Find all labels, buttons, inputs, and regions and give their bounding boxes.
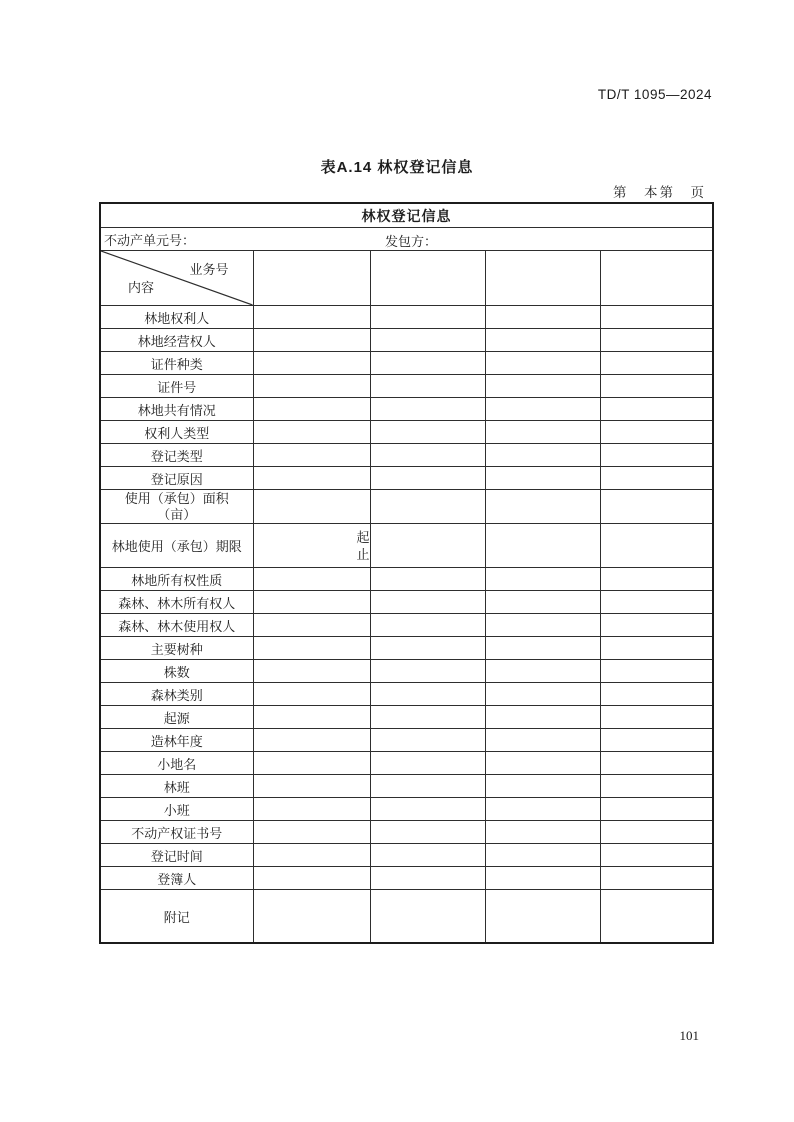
data-cell	[370, 375, 485, 398]
diagonal-header-cell	[100, 251, 253, 306]
data-cell	[600, 398, 713, 421]
data-cell	[253, 890, 370, 944]
data-cell	[253, 568, 370, 591]
row-label: 林地使用（承包）期限	[100, 524, 253, 568]
row-label: 登簿人	[100, 867, 253, 890]
forest-rights-registration-table	[99, 202, 714, 944]
data-cell	[600, 352, 713, 375]
row-label-line: 使用（承包）面积	[124, 490, 229, 506]
data-cell	[253, 352, 370, 375]
table-row	[100, 775, 713, 798]
data-cell	[600, 844, 713, 867]
data-cell	[600, 306, 713, 329]
data-cell	[485, 421, 600, 444]
row-label: 起源	[100, 706, 253, 729]
data-cell	[253, 729, 370, 752]
row-label: 登记类型	[100, 444, 253, 467]
data-cell	[253, 867, 370, 890]
data-cell	[253, 798, 370, 821]
table-row	[100, 637, 713, 660]
table-row	[100, 706, 713, 729]
row-label	[100, 490, 253, 524]
data-cell	[485, 775, 600, 798]
table-row	[100, 398, 713, 421]
column-header-cell	[600, 251, 713, 306]
data-cell	[600, 421, 713, 444]
column-header-cell	[370, 251, 485, 306]
row-label: 附记	[100, 890, 253, 944]
table-row	[100, 729, 713, 752]
data-cell	[600, 729, 713, 752]
data-cell	[485, 752, 600, 775]
data-cell	[485, 660, 600, 683]
table-row	[100, 421, 713, 444]
data-cell	[370, 352, 485, 375]
table-row	[100, 798, 713, 821]
row-label: 森林、林木所有权人	[100, 591, 253, 614]
data-cell	[253, 775, 370, 798]
data-cell	[600, 798, 713, 821]
row-label: 株数	[100, 660, 253, 683]
data-cell	[485, 890, 600, 944]
period-start-label: 起	[356, 529, 370, 545]
data-cell	[253, 591, 370, 614]
table-row	[100, 614, 713, 637]
data-cell	[253, 398, 370, 421]
row-label: 登记原因	[100, 467, 253, 490]
table-title: 林权登记信息	[100, 203, 713, 228]
data-cell	[485, 467, 600, 490]
data-cell	[485, 490, 600, 524]
data-cell	[253, 752, 370, 775]
data-cell	[485, 844, 600, 867]
table-row	[100, 867, 713, 890]
data-cell	[600, 329, 713, 352]
table-row	[100, 490, 713, 524]
data-cell	[370, 637, 485, 660]
data-cell	[485, 329, 600, 352]
row-label: 林地经营权人	[100, 329, 253, 352]
table-row	[100, 467, 713, 490]
data-cell	[370, 660, 485, 683]
data-cell	[485, 706, 600, 729]
data-cell	[253, 683, 370, 706]
data-cell	[600, 614, 713, 637]
data-cell	[600, 821, 713, 844]
data-cell	[370, 867, 485, 890]
data-cell	[370, 775, 485, 798]
data-cell	[485, 591, 600, 614]
content-header: 内容	[128, 280, 155, 295]
data-cell	[485, 683, 600, 706]
table-row	[100, 524, 713, 568]
data-cell	[370, 306, 485, 329]
data-cell	[370, 329, 485, 352]
data-cell	[600, 375, 713, 398]
data-cell	[485, 867, 600, 890]
data-cell	[485, 821, 600, 844]
table-row	[100, 844, 713, 867]
diagonal-line	[101, 251, 253, 305]
data-cell	[253, 637, 370, 660]
data-cell	[485, 637, 600, 660]
column-header-cell	[485, 251, 600, 306]
data-cell	[253, 467, 370, 490]
row-label: 权利人类型	[100, 421, 253, 444]
data-cell	[370, 706, 485, 729]
page-counter: 第 本第 页	[613, 185, 706, 200]
data-cell	[370, 398, 485, 421]
table-row	[100, 306, 713, 329]
data-cell	[253, 821, 370, 844]
table-row	[100, 821, 713, 844]
period-end-label: 止	[356, 546, 370, 562]
data-cell	[370, 524, 485, 568]
table-row	[100, 591, 713, 614]
data-cell	[485, 614, 600, 637]
data-cell	[600, 683, 713, 706]
column-header-cell	[253, 251, 370, 306]
data-cell	[253, 421, 370, 444]
data-cell	[485, 306, 600, 329]
data-cell	[253, 706, 370, 729]
row-label: 主要树种	[100, 637, 253, 660]
row-label: 林班	[100, 775, 253, 798]
business-number-header: 业务号	[189, 262, 229, 277]
real-estate-unit-number-label: 不动产单元号：	[104, 232, 196, 248]
table-title-row	[100, 203, 713, 228]
contract-issuer-label: 发包方：	[385, 234, 438, 249]
data-cell	[370, 844, 485, 867]
data-cell	[370, 591, 485, 614]
data-cell	[370, 490, 485, 524]
data-cell	[600, 660, 713, 683]
data-cell	[370, 467, 485, 490]
data-cell	[370, 821, 485, 844]
data-cell	[485, 524, 600, 568]
data-cell	[600, 775, 713, 798]
row-label: 登记时间	[100, 844, 253, 867]
period-start-end-cell	[253, 524, 370, 568]
row-label: 不动产权证书号	[100, 821, 253, 844]
data-cell	[485, 568, 600, 591]
data-cell	[370, 568, 485, 591]
table-row	[100, 375, 713, 398]
data-cell	[370, 890, 485, 944]
data-cell	[370, 683, 485, 706]
data-cell	[485, 444, 600, 467]
row-label: 森林、林木使用权人	[100, 614, 253, 637]
table-row	[100, 890, 713, 944]
data-cell	[600, 706, 713, 729]
data-cell	[485, 352, 600, 375]
data-cell	[600, 637, 713, 660]
table-row	[100, 683, 713, 706]
data-cell	[253, 306, 370, 329]
row-label-line: （亩）	[157, 506, 197, 522]
row-label: 小班	[100, 798, 253, 821]
row-label: 森林类别	[100, 683, 253, 706]
row-label: 林地共有情况	[100, 398, 253, 421]
row-label: 证件种类	[100, 352, 253, 375]
standard-code: TD/T 1095—2024	[597, 87, 712, 102]
data-cell	[370, 614, 485, 637]
data-cell	[253, 614, 370, 637]
data-cell	[370, 444, 485, 467]
data-cell	[253, 375, 370, 398]
data-cell	[253, 490, 370, 524]
row-label: 林地所有权性质	[100, 568, 253, 591]
unit-number-row	[100, 228, 713, 251]
data-cell	[485, 375, 600, 398]
data-cell	[600, 524, 713, 568]
table-row	[100, 329, 713, 352]
data-cell	[600, 568, 713, 591]
row-label: 小地名	[100, 752, 253, 775]
data-cell	[370, 421, 485, 444]
row-label: 造林年度	[100, 729, 253, 752]
table-row	[100, 752, 713, 775]
data-cell	[485, 798, 600, 821]
data-cell	[253, 660, 370, 683]
row-label: 证件号	[100, 375, 253, 398]
data-cell	[370, 729, 485, 752]
data-cell	[600, 444, 713, 467]
data-cell	[600, 591, 713, 614]
data-cell	[600, 490, 713, 524]
unit-number-cell	[100, 228, 713, 251]
header-row	[100, 251, 713, 306]
table-row	[100, 352, 713, 375]
row-label: 林地权利人	[100, 306, 253, 329]
page-number: 101	[679, 1028, 699, 1043]
data-cell	[253, 329, 370, 352]
table-row	[100, 568, 713, 591]
table-caption: 表A.14 林权登记信息	[320, 159, 474, 176]
data-cell	[370, 798, 485, 821]
data-cell	[600, 867, 713, 890]
data-cell	[600, 890, 713, 944]
data-cell	[600, 467, 713, 490]
data-cell	[485, 729, 600, 752]
table-row	[100, 660, 713, 683]
data-cell	[485, 398, 600, 421]
data-cell	[253, 844, 370, 867]
table-row	[100, 444, 713, 467]
data-cell	[600, 752, 713, 775]
data-cell	[370, 752, 485, 775]
data-cell	[253, 444, 370, 467]
